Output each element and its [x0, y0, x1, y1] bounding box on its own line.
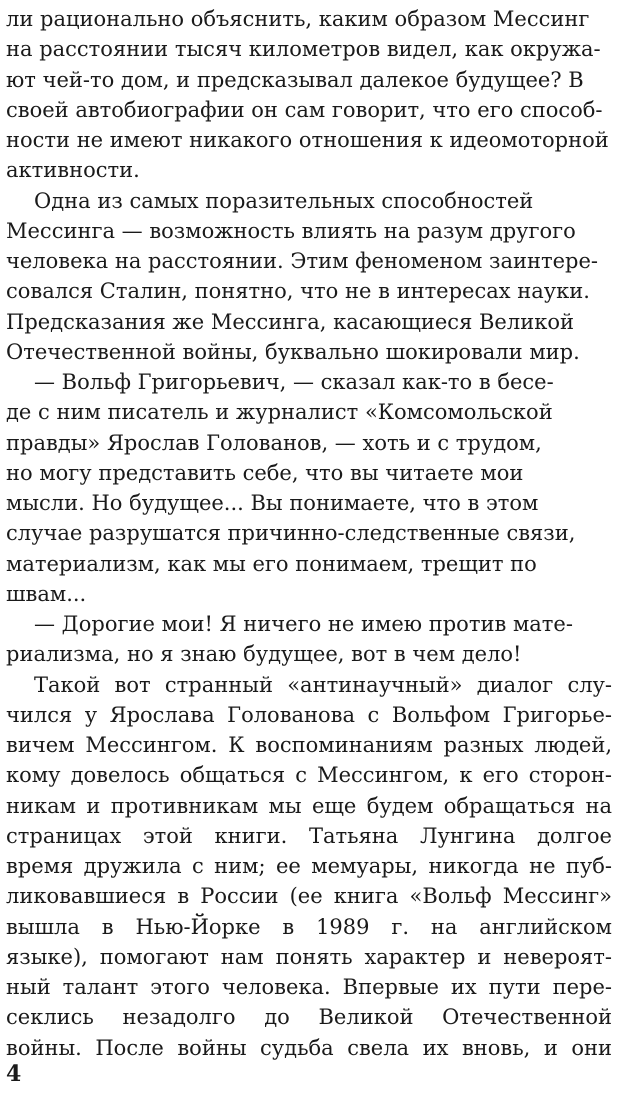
text-line: мысли. Но будущее... Вы понимаете, что в этом — [6, 491, 539, 515]
text-line: Отечественной войны, буквально шокировали мир. — [6, 339, 580, 364]
text-line: ли рационально объяснить, каким образом Мессинг — [6, 7, 590, 31]
text-line: активности. — [6, 158, 140, 183]
paragraph — [6, 609, 612, 670]
text-line: своей автобиографии он сам говорит, что его способ- — [6, 97, 603, 122]
text-line: ный талант этого человека. Впервые их пути пере- — [6, 975, 612, 999]
text-line: время дружила с ним; ее мемуары, никогда не пуб- — [6, 854, 612, 878]
text-line: ликовавшиеся в России (ее книга «Вольф Мессинг» — [6, 884, 612, 909]
text-line: страницах этой книги. Татьяна Лунгина долгое — [6, 823, 612, 848]
text-line: человека на расстоянии. Этим феноменом заинтере- — [6, 249, 598, 273]
text-line: — Дорогие мои! Я ничего не имею против мате- — [34, 612, 573, 636]
text-line: материализм, как мы его понимаем, трещит по — [6, 551, 537, 576]
text-line: риализма, но я знаю будущее, вот в чем дело! — [6, 642, 522, 667]
text-line: ности не имеют никакого отношения к идеомоторной — [6, 128, 609, 152]
text-line: Мессинга — возможность влиять на разум другого — [6, 218, 576, 243]
page-number: 4 — [6, 1061, 22, 1087]
paragraph — [6, 670, 612, 1063]
text-line: секлись незадолго до Великой Отечественной — [6, 1005, 612, 1030]
text-line: на расстоянии тысяч километров видел, как окружа- — [6, 37, 601, 62]
text-line: Одна из самых поразительных способностей — [34, 188, 534, 213]
text-line: Такой вот странный «антинаучный» диалог слу- — [34, 672, 612, 697]
text-line: правды» Ярослав Голованов, — хоть и с трудом, — [6, 430, 542, 455]
paragraph — [6, 186, 612, 368]
text-line: совался Сталин, понятно, что не в интересах науки. — [6, 279, 590, 304]
text-line: ют чей-то дом, и предсказывал далекое будущее? В — [6, 67, 584, 92]
text-line: швам... — [6, 581, 87, 606]
text-line: — Вольф Григорьевич, — сказал как-то в бесе- — [34, 370, 554, 394]
paragraph — [6, 4, 612, 186]
text-line: вичем Мессингом. К воспоминаниям разных людей, — [6, 733, 612, 757]
text-line: никам и противникам мы еще будем обращаться на — [6, 793, 612, 818]
text-line: кому довелось общаться с Мессингом, к его сторон- — [6, 763, 612, 788]
text-line: де с ним писатель и журналист «Комсомольской — [6, 400, 553, 425]
book-page — [6, 4, 612, 1063]
text-line: чился у Ярослава Голованова с Вольфом Григорье- — [6, 702, 612, 727]
text-line: вышла в Нью-Йорке в 1989 г. на английском — [6, 914, 612, 939]
text-line: Предсказания же Мессинга, касающиеся Великой — [6, 309, 574, 334]
text-line: языке), помогают нам понять характер и невероят- — [6, 944, 612, 969]
text-line: войны. После войны судьба свела их вновь, и они — [6, 1035, 612, 1060]
paragraph — [6, 367, 612, 609]
text-line: случае разрушатся причинно-следственные связи, — [6, 521, 576, 546]
text-line: но могу представить себе, что вы читаете мои — [6, 460, 524, 485]
